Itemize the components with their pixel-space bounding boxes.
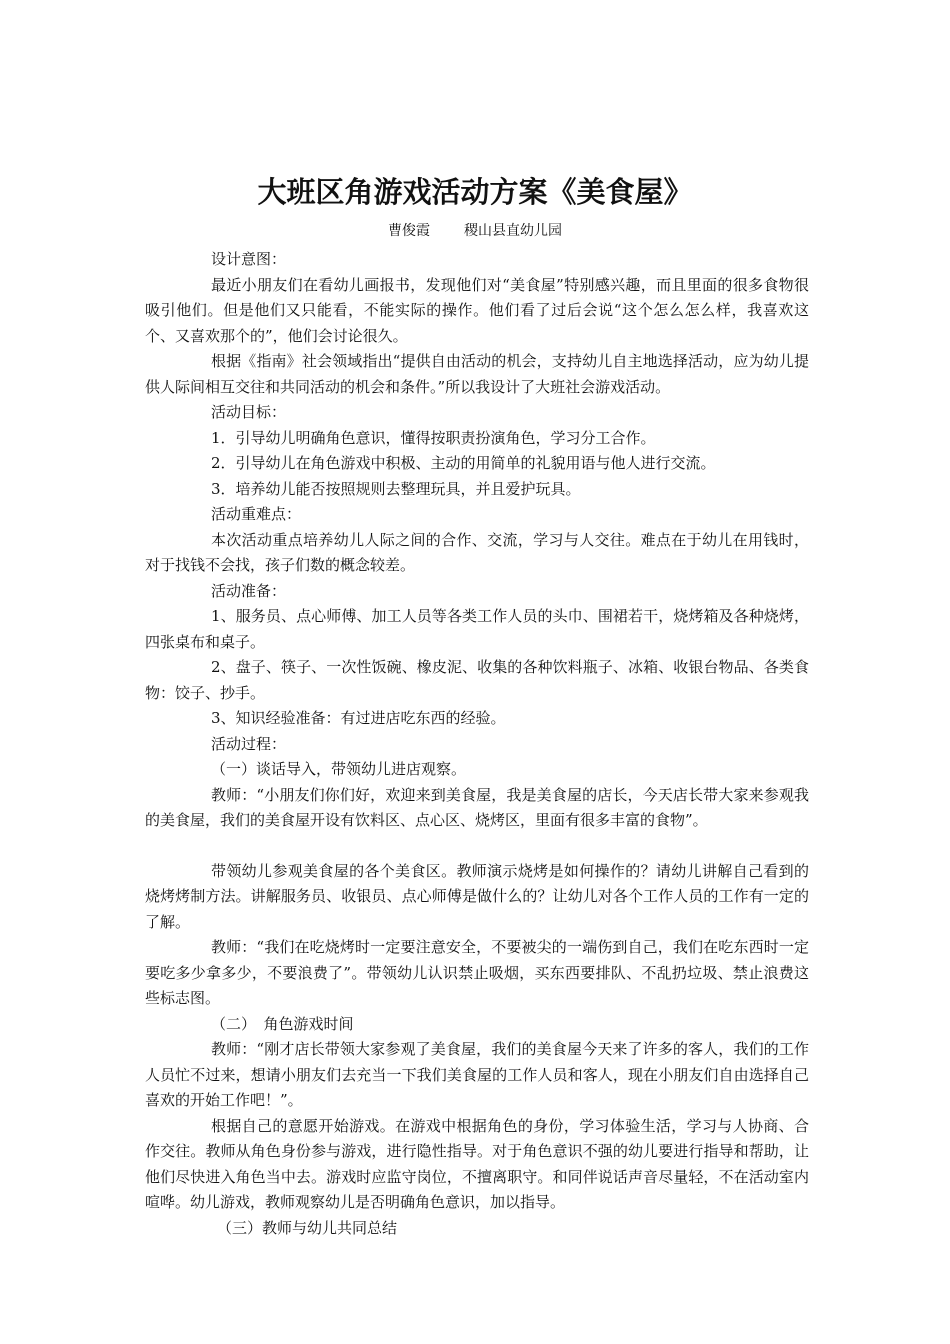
document-title: 大班区角游戏活动方案《美食屋》 [257,175,693,209]
paragraph: 教师：“我们在吃烧烤时一定要注意安全，不要被尖的一端伤到自己，我们在吃东西时一定要吃多少拿多少，不要浪费了”。带领幼儿认识禁止吸烟，买东西要排队、不乱扔垃圾、禁止浪费这些标志图。 [145,938,809,1007]
subsection-heading: （三）教师与幼儿共同总结 [217,1218,398,1237]
blank-line [145,834,809,859]
section-heading: 活动准备： [211,581,287,600]
section-heading: 活动重难点： [211,505,302,523]
section-heading: 活动过程： [211,734,287,753]
list-item: 1、服务员、点心师傅、加工人员等各类工作人员的头巾、围裙若干，烧烤箱及各种烧烤，四张桌布和桌子。 [145,607,809,651]
paragraph: 教师：“刚才店长带领大家参观了美食屋，我们的美食屋今天来了许多的客人，我们的工作人员忙不过来，想请小朋友们去充当一下我们美食屋的工作人员和客人，现在小朋友们自由选择自己喜欢的开始工作吧！”。 [145,1040,809,1109]
paragraph: 根据自己的意愿开始游戏。在游戏中根据角色的身份，学习体验生活，学习与人协商、合作交往。教师从角色身份参与游戏，进行隐性指导。对于角色意识不强的幼儿要进行指导和帮助，让他们尽快进入角色当中去。游戏时应监守岗位，不擅离职守。和同伴说话声音尽量轻，不在活动室内喧哗。幼儿游戏，教师观察幼儿是否明确角色意识，加以指导。 [145,1116,809,1211]
paragraph: 带领幼儿参观美食屋的各个美食区。教师演示烧烤是如何操作的？请幼儿讲解自己看到的烧烤烤制方法。讲解服务员、收银员、点心师傅是做什么的？让幼儿对各个工作人员的工作有一定的了解。 [145,861,809,931]
byline [0,220,950,240]
author-name: 曹俊霞 [388,223,430,239]
paragraph: 最近小朋友们在看幼儿画报书，发现他们对“美食屋”特别感兴趣，而且里面的很多食物很吸引他们。但是他们又只能看，不能实际的操作。他们看了过后会说“这个怎么怎么样，我喜欢这个、又喜欢那个的”，他们会讨论很久。 [145,275,809,345]
list-item: 1．引导幼儿明确角色意识，懂得按职责扮演角色，学习分工合作。 [211,428,656,447]
list-item: 2．引导幼儿在角色游戏中积极、主动的用简单的礼貌用语与他人进行交流。 [211,454,716,472]
list-item: 3、知识经验准备：有过进店吃东西的经验。 [211,709,506,727]
list-item: 3．培养幼儿能否按照规则去整理玩具，并且爱护玩具。 [211,479,581,498]
section-heading: 设计意图： [211,250,287,268]
paragraph: 教师：“小朋友们你们好，欢迎来到美食屋，我是美食屋的店长，今天店长带大家来参观我的美食屋，我们的美食屋开设有饮料区、点心区、烧烤区，里面有很多丰富的食物”。 [145,785,809,829]
school-name: 稷山县直幼儿园 [464,223,562,239]
section-heading: 活动目标： [211,403,287,421]
document-body [145,247,809,1241]
list-item: 2、盘子、筷子、一次性饭碗、橡皮泥、收集的各种饮料瓶子、冰箱、收银台物品、各类食物：饺子、抄手。 [145,658,809,702]
subsection-heading: （一）谈话导入，带领幼儿进店观察。 [211,760,467,778]
subsection-heading: （二） 角色游戏时间 [211,1014,354,1033]
paragraph: 根据《指南》社会领域指出“提供自由活动的机会，支持幼儿自主地选择活动，应为幼儿提供人际间相互交往和共同活动的机会和条件。”所以我设计了大班社会游戏活动。 [145,352,809,396]
paragraph: 本次活动重点培养幼儿人际之间的合作、交流，学习与人交往。难点在于幼儿在用钱时，对于找钱不会找，孩子们数的概念较差。 [145,530,809,574]
